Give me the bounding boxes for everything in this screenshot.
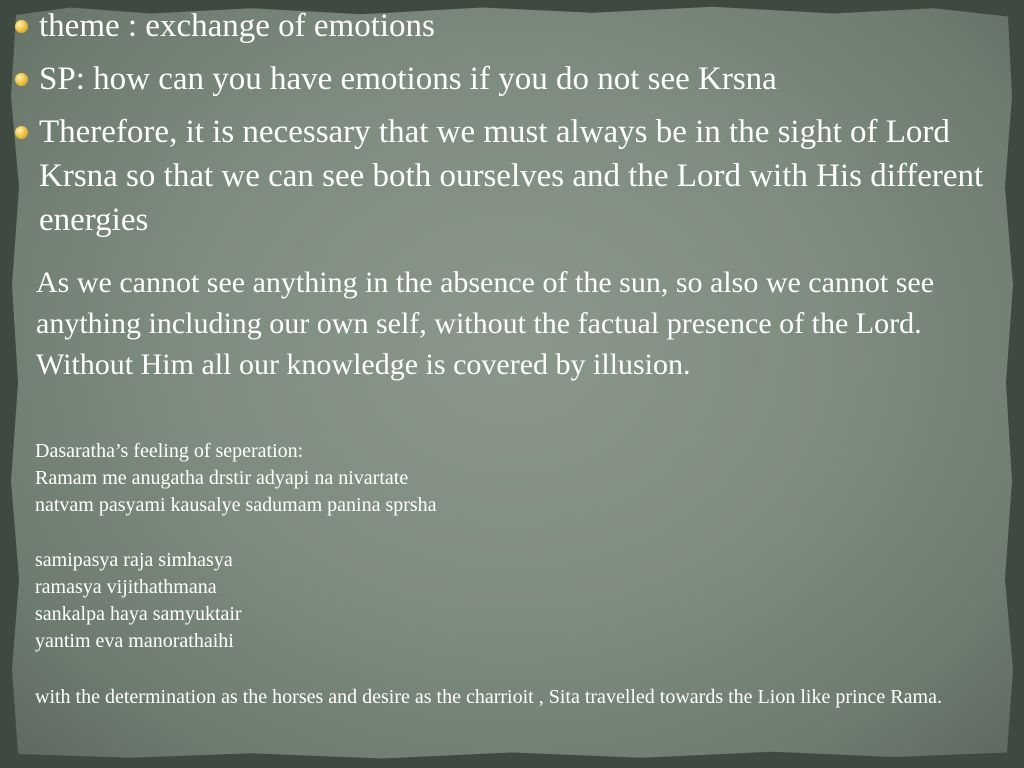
verse-line: ramasya vijithathmana — [35, 576, 217, 598]
verse-block-sita — [35, 547, 1015, 655]
verse-line: Ramam me anugatha drstir adyapi na nivartate — [35, 467, 409, 489]
bullet-item — [14, 110, 1014, 242]
bullet-text: Therefore, it is necessary that we must always be in the sight of Lord Krsna so that we can see both ourselves and the Lord with His different energies — [39, 114, 984, 238]
verse-line: yantim eva manorathaihi — [35, 630, 234, 652]
bullet-item — [14, 4, 1014, 48]
verse-line: samipasya raja simhasya — [35, 549, 233, 571]
verse-block-dasaratha — [35, 438, 1015, 519]
verse-line: sankalpa haya samyuktair — [35, 603, 242, 625]
bullet-item — [14, 57, 1014, 101]
bullet-list — [14, 4, 1014, 251]
translation-paragraph: with the determination as the horses and desire as the charrioit , Sita travelled towards the Lion like prince Rama. — [35, 686, 942, 708]
bullet-dot-icon — [15, 20, 28, 33]
verse-line: natvam pasyami kausalye sadumam panina sprsha — [35, 494, 437, 516]
bullet-text: theme : exchange of emotions — [39, 8, 435, 44]
quote-paragraph: As we cannot see anything in the absence of the sun, so also we cannot see anything including our own self, without the factual presence of the Lord. Without Him all our knowledge is covered by illusion. — [36, 266, 935, 381]
verse-line: Dasaratha’s feeling of seperation: — [35, 440, 304, 462]
bullet-text: SP: how can you have emotions if you do not see Krsna — [39, 61, 777, 97]
bullet-dot-icon — [15, 73, 28, 86]
bullet-dot-icon — [15, 126, 28, 139]
